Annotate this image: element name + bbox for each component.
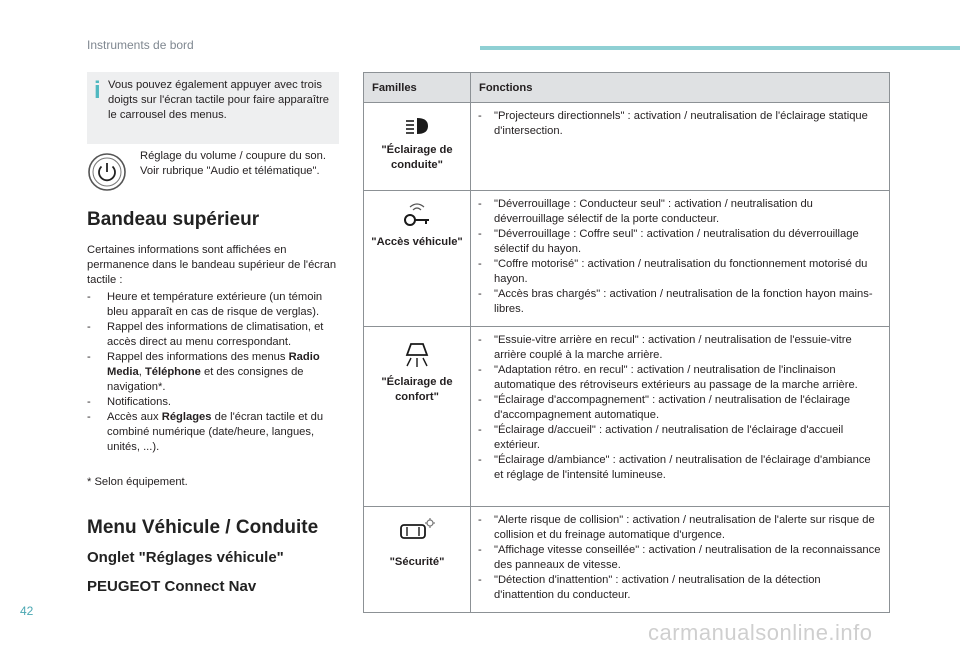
list-item: - "Déverrouillage : Conducteur seul" : activation / neutralisation du déverrouillage sélectif de la porte conducteur. bbox=[478, 197, 883, 227]
header-bar bbox=[480, 46, 960, 50]
bandeau-intro: Certaines informations sont affichées en permanence dans le bandeau supérieur de l'écran tactile : bbox=[87, 244, 337, 286]
family-label: "Éclairage de conduite" bbox=[381, 144, 453, 171]
footnote: * Selon équipement. bbox=[87, 476, 188, 488]
list-item: - Rappel des informations des menus Radio Media, Téléphone et des consignes de navigation*. bbox=[87, 350, 342, 395]
headlight-icon bbox=[403, 115, 431, 137]
family-label: "Accès véhicule" bbox=[371, 236, 463, 248]
list-item: - "Projecteurs directionnels" : activation / neutralisation de l'éclairage statique d'intersection. bbox=[478, 109, 883, 139]
list-item: - "Éclairage d/accueil" : activation / neutralisation de l'éclairage d'accueil extérieur. bbox=[478, 423, 883, 453]
functions-table bbox=[363, 72, 890, 613]
list-item: - Heure et température extérieure (un témoin bleu apparaît en cas de risque de verglas). bbox=[87, 290, 342, 320]
table-row bbox=[364, 507, 889, 612]
list-item: - "Déverrouillage : Coffre seul" : activation / neutralisation du déverrouillage sélectif du hayon. bbox=[478, 227, 883, 257]
list-item: - "Éclairage d'accompagnement" : activation / neutralisation de l'éclairage d'accompagnement automatique. bbox=[478, 393, 883, 423]
table-row bbox=[364, 327, 889, 507]
table-header bbox=[364, 73, 889, 103]
function-list bbox=[478, 333, 883, 483]
header-families: Familles bbox=[372, 82, 417, 94]
table-row bbox=[364, 191, 889, 327]
table-row bbox=[364, 103, 889, 191]
safety-car-icon bbox=[397, 517, 437, 545]
list-item: - "Éclairage d/ambiance" : activation / neutralisation de l'éclairage d'ambiance et réglage de l'intensité lumineuse. bbox=[478, 453, 883, 483]
list-item: - "Essuie-vitre arrière en recul" : activation / neutralisation de l'essuie-vitre arrière couplé à la marche arrière. bbox=[478, 333, 883, 363]
family-label: "Éclairage de confort" bbox=[381, 376, 453, 403]
function-list bbox=[478, 109, 883, 139]
header-functions: Fonctions bbox=[479, 82, 533, 94]
section-title-bandeau: Bandeau supérieur bbox=[87, 209, 260, 230]
function-list bbox=[478, 513, 883, 603]
list-item: - Notifications. bbox=[87, 395, 342, 410]
section-title-menu: Menu Véhicule / Conduite bbox=[87, 517, 319, 538]
subtitle-connect-nav: PEUGEOT Connect Nav bbox=[87, 578, 257, 595]
comfort-light-icon bbox=[401, 341, 433, 369]
list-item: - "Coffre motorisé" : activation / neutralisation du fonctionnement motorisé du hayon. bbox=[478, 257, 883, 287]
key-icon bbox=[402, 201, 432, 229]
function-list bbox=[478, 197, 883, 317]
list-item: - Accès aux Réglages de l'écran tactile et du combiné numérique (date/heure, langues, unités, ...). bbox=[87, 410, 342, 455]
list-item: - Rappel des informations de climatisation, et accès direct au menu correspondant. bbox=[87, 320, 342, 350]
info-icon: i bbox=[94, 77, 101, 104]
list-item: - "Affichage vitesse conseillée" : activation / neutralisation de la reconnaissance des panneaux de vitesse. bbox=[478, 543, 883, 573]
tip-text: Vous pouvez également appuyer avec trois doigts sur l'écran tactile pour faire apparaître le carrousel des menus. bbox=[108, 79, 330, 121]
watermark: carmanualsonline.info bbox=[648, 620, 873, 645]
power-icon bbox=[87, 152, 127, 192]
family-label: "Sécurité" bbox=[389, 556, 445, 568]
volume-text: Réglage du volume / coupure du son. Voir rubrique "Audio et télématique". bbox=[140, 150, 326, 177]
list-item: - "Adaptation rétro. en recul" : activation / neutralisation de l'inclinaison automatique des rétroviseurs extérieurs au passage de la marche arrière. bbox=[478, 363, 883, 393]
list-item: - "Accès bras chargés" : activation / neutralisation de la fonction hayon mains-libres. bbox=[478, 287, 883, 317]
page-number: 42 bbox=[20, 604, 34, 618]
list-item: - "Détection d'inattention" : activation / neutralisation de la détection d'inattention du conducteur. bbox=[478, 573, 883, 603]
header-title: Instruments de bord bbox=[87, 38, 194, 52]
list-item: - "Alerte risque de collision" : activation / neutralisation de l'alerte sur risque de collision et du freinage automatique d'urgence. bbox=[478, 513, 883, 543]
bandeau-list bbox=[87, 290, 342, 455]
subtitle-reglages: Onglet "Réglages véhicule" bbox=[87, 549, 284, 566]
